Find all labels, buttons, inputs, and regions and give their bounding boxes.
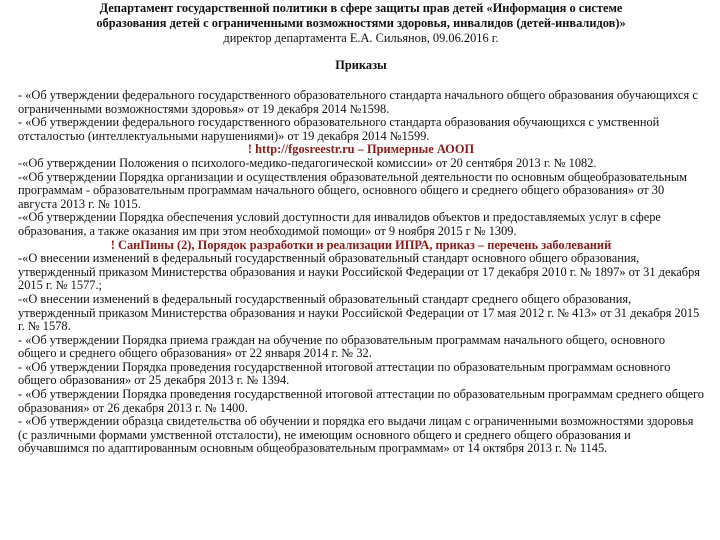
order-item: - «Об утверждении Порядка проведения государственной итоговой аттестации по образовательным программам среднего общего образования» от 26 декабря 2013 г. № 1400.: [18, 387, 705, 415]
order-item: - «Об утверждении Порядка проведения государственной итоговой аттестации по образовательным программам основного общего образования» от 25 декабря 2013 г. № 1394.: [18, 359, 671, 388]
order-item: -«О внесении изменений в федеральный государственный образовательный стандарт среднего общего образования, утвержденный приказом Министерства образования и науки Российской Федерации от 17 мая 2012 г. № 413» от 31 декабря 2015 г. № 1578.: [18, 291, 700, 334]
orders-list: [18, 89, 704, 456]
order-item: - «Об утверждении образца свидетельства об обучении и порядка его выдачи лицам с ограниченными возможностями здоровья (с различными формами умственной отсталости), не имеющим основного общего и среднего общего образования и обучавшимся по адаптированным основным общеобразовательным программам» от 14 октября 2013 г. № 1145.: [18, 414, 694, 456]
sanpin-note: ! СанПины (2), Порядок разработки и реализации ИПРА, приказ – перечень заболеваний: [110, 237, 612, 252]
fgos-registry-note: ! http://fgosreestr.ru – Примерные АООП: [247, 142, 475, 157]
order-item: -«О внесении изменений в федеральный государственный образовательный стандарт основного общего образования, утвержденный приказом Министерства образования и науки Российской Федерации от 17 декабря 2010 г. № 1897» от 31 декабря 2015 г. № 1577.;: [18, 251, 700, 293]
order-item: - «Об утверждении федерального государственного образовательного стандарта начального общего образования обучающихся с ограниченными возможностями здоровья» от 19 декабря 2014 №1598.: [18, 88, 698, 116]
order-item: - «Об утверждении Порядка приема граждан на обучение по образовательным программам начального общего, основного общего и среднего общего образования» от 22 января 2014 г. № 32.: [18, 332, 666, 361]
header-line-1: Департамент государственной политики в сфере защиты прав детей «Информация о системе: [99, 1, 623, 15]
document-header: [18, 1, 704, 46]
header-line-2: образования детей с ограниченными возможностями здоровья, инвалидов (детей-инвалидов)»: [96, 16, 626, 30]
order-item: - «Об утверждении федерального государственного образовательного стандарта образования обучающихся с умственной отсталостью (интеллектуальными нарушениями)» от 19 декабря 2014 №1599.: [18, 115, 660, 143]
order-item: -«Об утверждении Порядка организации и осуществления образовательной деятельности по основным общеобразовательным программам - образовательным программам начального общего, основного общего и среднего общего образования» от 30 августа 2013 г. № 1015.: [18, 169, 688, 211]
order-item: -«Об утверждении Положения о психолого-медико-педагогической комиссии» от 20 сентября 2013 г. № 1082.: [18, 155, 597, 170]
order-item: -«Об утверждении Порядка обеспечения условий доступности для инвалидов объектов и предоставляемых услуг в сфере образования, а также оказания им при этом необходимой помощи» от 9 ноября 2015 г № 1309.: [18, 210, 661, 238]
section-title: Приказы: [335, 58, 387, 72]
header-author-date: директор департамента Е.А. Сильянов, 09.06.2016 г.: [223, 31, 499, 45]
